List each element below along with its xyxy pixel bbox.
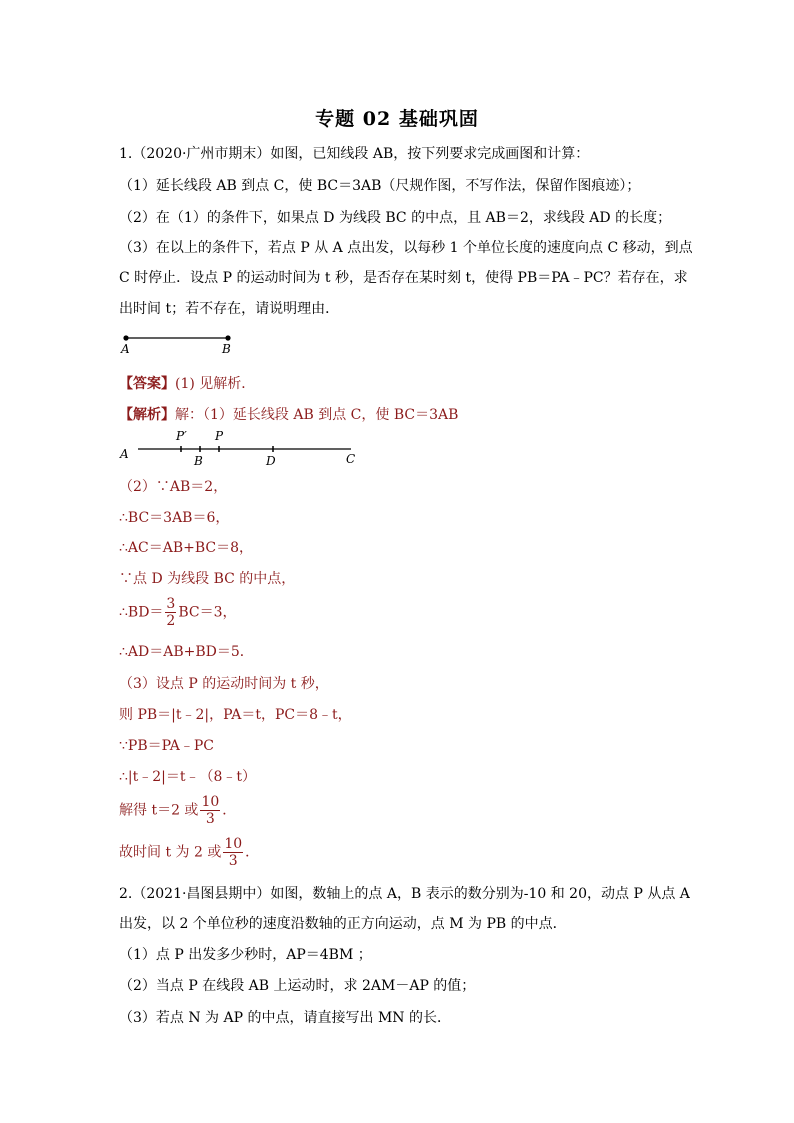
fraction-denominator: 2 [166, 613, 176, 629]
solution-step-9: ∵PB＝PA﹣PC [119, 738, 214, 754]
page-title: 专题 02 基础巩固 [315, 108, 479, 130]
q2-stem-line1: 2.（2021·昌图县期中）如图，数轴上的点 A，B 表示的数分别为-10 和 20，动点 P 从点 A [119, 886, 690, 902]
step12-prefix: 故时间 t 为 2 或 [119, 844, 222, 861]
solution-step-1: （2）∵AB＝2， [119, 479, 228, 495]
analysis-line [119, 405, 458, 425]
q2-stem-line2: 出发，以 2 个单位秒的速度沿数轴的正方向运动，点 M 为 PB 的中点． [119, 916, 567, 932]
answer-line [119, 374, 255, 394]
label-b: B [222, 342, 231, 356]
fraction-numerator: 3 [166, 596, 176, 612]
step5-suffix: BC＝3， [178, 604, 237, 621]
q1-part2: （2）在（1）的条件下，如果点 D 为线段 BC 的中点，且 AB＝2，求线段 AD 的长度； [119, 210, 672, 226]
label-d: D [266, 454, 276, 468]
q1-stem: 1.（2020·广州市期末）如图，已知线段 AB，按下列要求完成画图和计算： [119, 146, 590, 162]
q1-part1: （1）延长线段 AB 到点 C，使 BC＝3AB（尺规作图，不写作法，保留作图痕迹）； [119, 178, 641, 194]
fraction-denominator: 3 [228, 853, 238, 869]
fraction-denominator: 3 [205, 811, 215, 827]
step12-suffix: ． [245, 844, 260, 861]
q1-part3-line2: C 时停止．设点 P 的运动时间为 t 秒，是否存在某时刻 t，使得 PB＝PA﹣PC？若存在，求 [119, 270, 688, 286]
figure-segment-ab [118, 328, 248, 358]
fraction-numerator: 10 [224, 836, 243, 852]
solution-step-12 [119, 836, 259, 869]
label-p-prime: P′ [176, 429, 187, 443]
step5-prefix: ∴BD＝ [119, 604, 164, 621]
fraction-3-2 [165, 596, 176, 629]
solution-step-3: ∴AC＝AB+BC＝8， [119, 540, 254, 556]
fraction-10-3 [200, 794, 220, 827]
analysis-tag: 【解析】 [119, 407, 175, 423]
label-b2: B [194, 454, 203, 468]
figure-segment-abdc [118, 426, 368, 470]
label-a: A [121, 342, 130, 356]
fraction-10-3-final [223, 836, 243, 869]
point-b-dot [225, 335, 230, 340]
solution-step-11 [119, 794, 236, 827]
solution-step-4: ∵点 D 为线段 BC 的中点， [119, 571, 296, 587]
label-a2: A [120, 447, 129, 461]
q2-part2: （2）当点 P 在线段 AB 上运动时，求 2AM－AP 的值； [119, 978, 476, 994]
solution-step-2: ∴BC＝3AB＝6， [119, 510, 230, 526]
analysis-first-step: 解：（1）延长线段 AB 到点 C，使 BC＝3AB [175, 407, 459, 423]
solution-step-6: ∴AD＝AB+BD＝5． [119, 644, 254, 660]
point-a-dot [123, 335, 128, 340]
q2-part1: （1）点 P 出发多少秒时，AP＝4BM ； [119, 947, 372, 963]
answer-text: (1) 见解析． [175, 376, 256, 392]
q1-part3-line3: 出时间 t；若不存在，请说明理由． [119, 301, 340, 317]
q2-part3: （3）若点 N 为 AP 的中点，请直接写出 MN 的长． [119, 1010, 451, 1026]
fraction-numerator: 10 [201, 794, 220, 810]
label-c: C [346, 452, 356, 466]
answer-tag: 【答案】 [119, 376, 175, 392]
step11-prefix: 解得 t＝2 或 [119, 802, 199, 819]
step11-suffix: ． [222, 802, 237, 819]
solution-step-5 [119, 596, 237, 629]
solution-step-10: ∴|t﹣2|＝t﹣（8﹣t） [119, 769, 257, 785]
solution-step-7: （3）设点 P 的运动时间为 t 秒， [119, 676, 329, 692]
label-p: P [215, 429, 224, 443]
q1-part3-line1: （3）在以上的条件下，若点 P 从 A 点出发，以每秒 1 个单位长度的速度向点 C 移动，到点 [119, 240, 693, 256]
solution-step-8: 则 PB＝|t﹣2|，PA＝t，PC＝8﹣t， [119, 707, 352, 723]
